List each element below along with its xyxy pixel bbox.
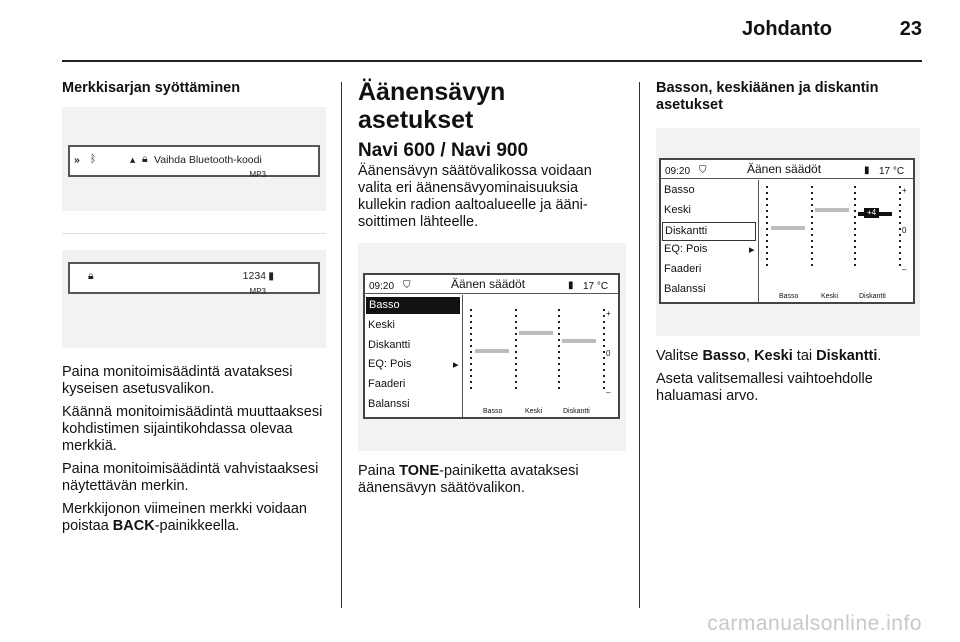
tone-screen: [659, 158, 915, 304]
level-bar-basso: [771, 226, 805, 230]
keyboard-panel-2: [62, 250, 326, 348]
page-number: 23: [899, 18, 922, 40]
right-column: [656, 80, 920, 411]
slider-diskantti[interactable]: [558, 309, 560, 393]
bluetooth-icon: ᛒ: [90, 153, 97, 165]
column-divider-2: [639, 82, 640, 608]
cursor-icon: ▮: [268, 270, 274, 282]
chevron-right-icon: ▸: [749, 244, 755, 256]
paragraph: Aseta valitsemallesi vaihtoehdolle haluamasi arvo.: [656, 371, 873, 404]
column-label-diskantti: Diskantti: [563, 408, 590, 415]
header-rule: [62, 60, 922, 62]
level-bar-diskantti: [562, 339, 596, 343]
input-text: 1234: [242, 270, 266, 282]
phone-icon: ▮: [568, 280, 574, 291]
screen-title: Äänen säädöt: [451, 277, 526, 291]
left-column: [62, 80, 326, 541]
paragraph: Paina monitoimisäädintä vahvistaaksesi näytettävän merkin.: [62, 461, 319, 494]
screen-vsep: [462, 295, 463, 417]
menu-item-balanssi[interactable]: Balanssi: [368, 398, 410, 410]
tone-screen: [363, 273, 620, 419]
paragraph: Äänensävyn säätövalikossa voidaan valita eri äänensävyominaisuuksia kullekin radion aaltoalueelle ja äänisoittimen lähteelle.: [358, 163, 592, 230]
menu-item-basso[interactable]: Basso: [664, 184, 695, 196]
level-bar-keski: [519, 331, 553, 335]
temperature: 17 °C: [879, 166, 905, 177]
paragraph: Paina monitoimisäädintä avataksesi kyseisen asetusvalikon.: [62, 364, 293, 397]
section-title: Äänensävyn asetukset: [358, 78, 506, 134]
scale-column: [899, 186, 901, 270]
input-bar: [68, 145, 320, 177]
input-text: Vaihda Bluetooth-koodi: [154, 154, 262, 166]
value-badge: +4: [864, 208, 879, 218]
level-bar-keski: [815, 208, 849, 212]
clock: 09:20: [665, 166, 691, 177]
scale-minus: –: [902, 265, 907, 274]
screen-title: Äänen säädöt: [747, 162, 822, 176]
clock: 09:20: [369, 281, 395, 292]
menu-item-faaderi[interactable]: Faaderi: [664, 263, 702, 275]
slider-keski[interactable]: [811, 186, 813, 270]
screen-panel: [358, 243, 626, 451]
divider-line: [62, 233, 326, 234]
lock-icon: 🔒︎: [88, 270, 94, 282]
menu-item-diskantti[interactable]: Diskantti: [368, 339, 411, 351]
scale-column: [603, 309, 605, 393]
watermark: carmanualsonline.info: [707, 612, 922, 635]
menu-item-balanssi[interactable]: Balanssi: [664, 283, 706, 295]
slider-diskantti[interactable]: [854, 186, 856, 270]
phone-icon: ▮: [864, 165, 870, 176]
screen-vsep: [758, 180, 759, 302]
check-icon: ⛉: [699, 165, 707, 176]
column-label-basso: Basso: [483, 408, 503, 415]
forward-icon: »: [74, 154, 80, 166]
menu-item-eq[interactable]: EQ: Pois: [664, 243, 708, 255]
column-divider-1: [341, 82, 342, 608]
section-subtitle: Navi 600 / Navi 900: [358, 140, 529, 161]
caret-up-icon: ▴: [130, 154, 136, 166]
middle-column: [358, 78, 626, 503]
scale-zero: 0: [902, 226, 907, 235]
keyboard-panel-1: [62, 107, 326, 211]
menu-item-basso[interactable]: Basso: [366, 297, 460, 314]
scale-zero: 0: [606, 349, 611, 358]
chevron-right-icon: ▸: [453, 359, 459, 371]
mp3-label: MP3: [249, 287, 266, 296]
menu-item-faaderi[interactable]: Faaderi: [368, 378, 406, 390]
menu-item-diskantti[interactable]: Diskantti: [662, 222, 756, 241]
screen-rule: [661, 178, 913, 179]
paragraph: Paina TONE-painiketta avataksesi äänensävyn säätövalikon.: [358, 463, 579, 496]
menu-item-eq[interactable]: EQ: Pois: [368, 358, 412, 370]
screen-panel: [656, 128, 920, 336]
input-bar: [68, 262, 320, 294]
column-label-keski: Keski: [821, 293, 839, 300]
section-heading: Merkkisarjan syöttäminen: [62, 80, 241, 96]
mp3-label: MP3: [249, 170, 266, 179]
menu-item-keski[interactable]: Keski: [664, 204, 691, 216]
slider-basso[interactable]: [470, 309, 472, 393]
check-icon: ⛉: [403, 280, 411, 291]
screen-rule: [365, 293, 618, 294]
column-label-keski: Keski: [525, 408, 543, 415]
paragraph: Käännä monitoimisäädintä muuttaaksesi kohdistimen sijaintikohdassa olevaa merkkiä.: [62, 404, 323, 454]
scale-plus: +: [902, 186, 907, 195]
lock-icon: 🔒︎: [142, 153, 148, 165]
paragraph: Valitse Basso, Keski tai Diskantti.: [656, 348, 882, 364]
section-heading: Basson, keskiäänen ja diskantin asetukset: [656, 80, 879, 113]
page-header-title: Johdanto: [742, 18, 832, 40]
slider-basso[interactable]: [766, 186, 768, 270]
menu-item-keski[interactable]: Keski: [368, 319, 395, 331]
scale-plus: +: [606, 309, 611, 318]
scale-minus: –: [606, 388, 611, 397]
slider-keski[interactable]: [515, 309, 517, 393]
level-bar-basso: [475, 349, 509, 353]
column-label-diskantti: Diskantti: [859, 293, 886, 300]
temperature: 17 °C: [583, 281, 609, 292]
column-label-basso: Basso: [779, 293, 799, 300]
paragraph: Merkkijonon viimeinen merkki voidaan poistaa BACK-painikkeella.: [62, 501, 307, 534]
